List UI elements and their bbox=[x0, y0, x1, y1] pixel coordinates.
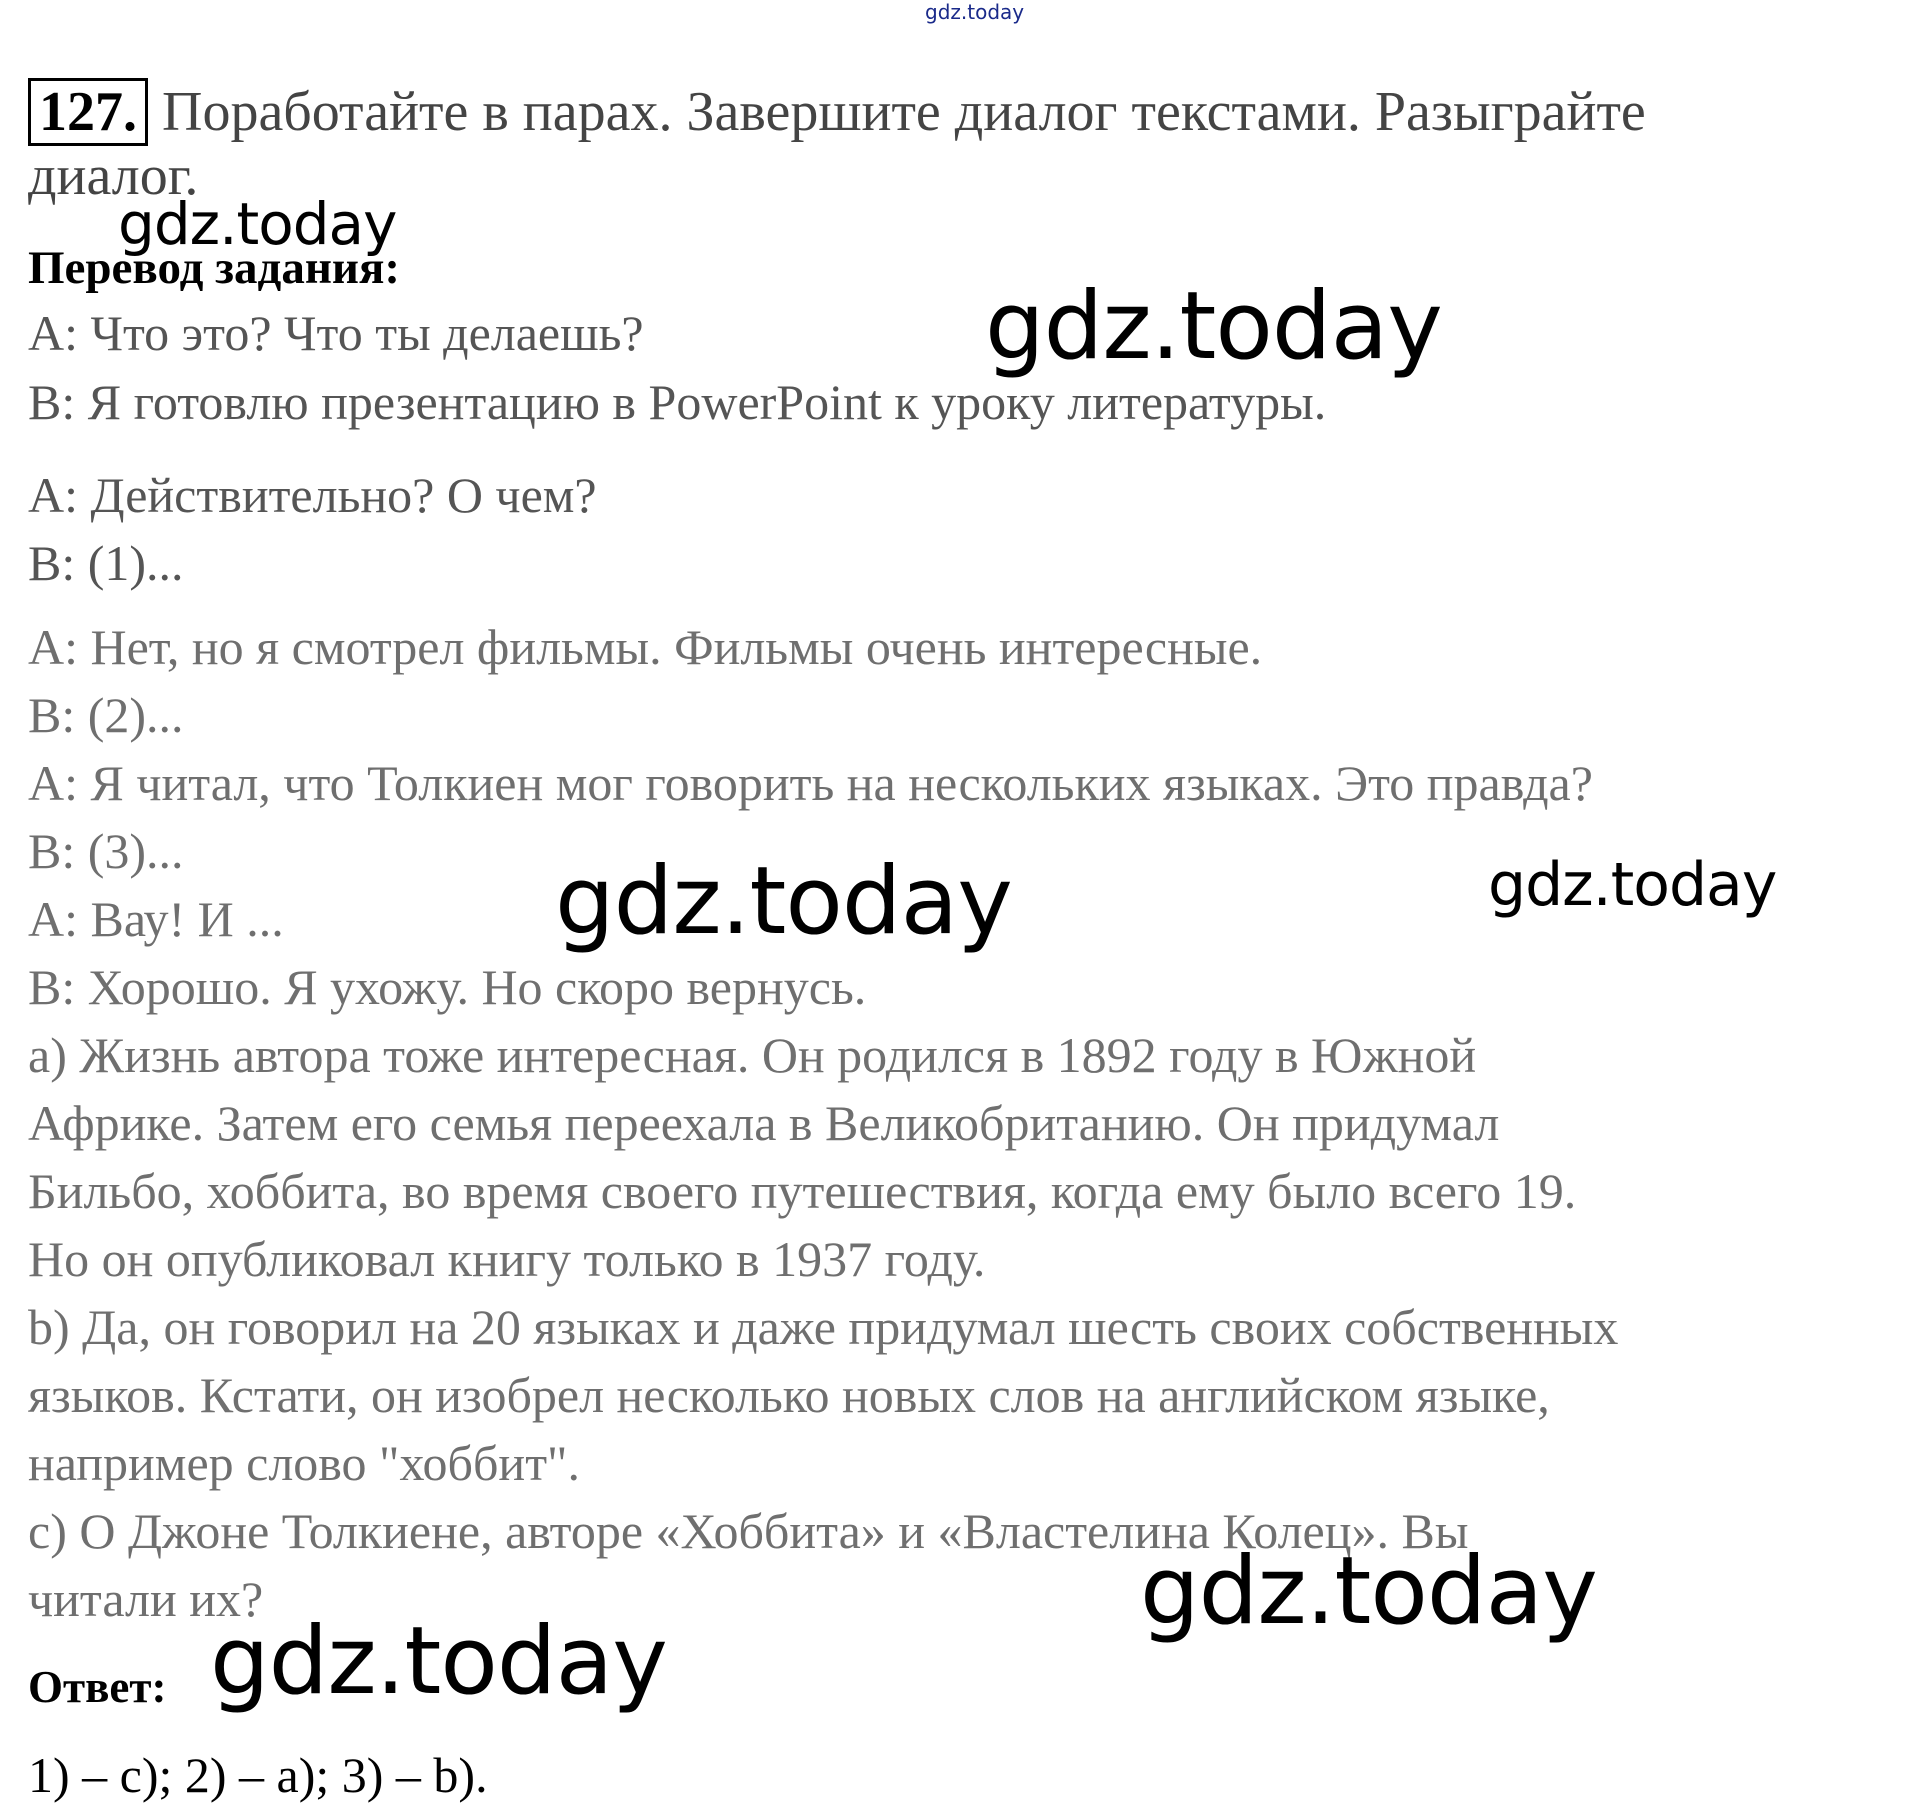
dialog-line-8: B: (3)... bbox=[28, 823, 184, 879]
dialog-line-4: B: (1)... bbox=[28, 535, 184, 591]
watermark-lower-right: gdz.today bbox=[1140, 1537, 1597, 1646]
watermark-upper-right: gdz.today bbox=[985, 272, 1442, 381]
dialog-line-7: A: Я читал, что Толкиен мог говорить на нескольких языках. Это правда? bbox=[28, 755, 1593, 811]
translation-heading: Перевод задания: bbox=[28, 242, 401, 294]
dialog-line-1: A: Что это? Что ты делаешь? bbox=[28, 305, 644, 361]
answer-text: 1) – c); 2) – a); 3) – b). bbox=[28, 1747, 488, 1803]
task-number: 127. bbox=[28, 78, 148, 146]
option-c-line-1: c) О Джоне Толкиене, авторе «Хоббита» и «Властелина Колец». Вы bbox=[28, 1503, 1469, 1559]
option-b-line-3: например слово "хоббит". bbox=[28, 1435, 580, 1491]
dialog-line-5: A: Нет, но я смотрел фильмы. Фильмы очень интересные. bbox=[28, 619, 1263, 675]
dialog-line-10: B: Хорошо. Я ухожу. Но скоро вернусь. bbox=[28, 959, 867, 1015]
watermark-center: gdz.today bbox=[555, 847, 1012, 956]
option-c-line-2: читали их? bbox=[28, 1571, 264, 1627]
option-a-line-2: Африке. Затем его семья переехала в Великобританию. Он придумал bbox=[28, 1095, 1500, 1151]
option-b-line-1: b) Да, он говорил на 20 языках и даже придумал шесть своих собственных bbox=[28, 1299, 1619, 1355]
option-a-line-1: a) Жизнь автора тоже интересная. Он родился в 1892 году в Южной bbox=[28, 1027, 1477, 1083]
option-a-line-4: Но он опубликовал книгу только в 1937 году. bbox=[28, 1231, 986, 1287]
task-line-1 bbox=[28, 78, 1646, 146]
dialog-line-3: A: Действительно? О чем? bbox=[28, 467, 597, 523]
watermark-right: gdz.today bbox=[1488, 850, 1777, 920]
watermark-mid-left: gdz.today bbox=[118, 190, 397, 258]
dialog-line-6: B: (2)... bbox=[28, 687, 184, 743]
watermark-top: gdz.today bbox=[925, 0, 1025, 24]
task-text-2: диалог. bbox=[28, 145, 199, 207]
watermark-bottom-left: gdz.today bbox=[210, 1607, 667, 1716]
task-text-1: Поработайте в парах. Завершите диалог текстами. Разыграйте bbox=[162, 81, 1646, 143]
answer-heading: Ответ: bbox=[28, 1662, 167, 1712]
dialog-line-9: A: Вау! И ... bbox=[28, 891, 284, 947]
option-b-line-2: языков. Кстати, он изобрел несколько новых слов на английском языке, bbox=[28, 1367, 1550, 1423]
option-a-line-3: Бильбо, хоббита, во время своего путешествия, когда ему было всего 19. bbox=[28, 1163, 1577, 1219]
dialog-line-2: B: Я готовлю презентацию в PowerPoint к уроку литературы. bbox=[28, 374, 1327, 430]
